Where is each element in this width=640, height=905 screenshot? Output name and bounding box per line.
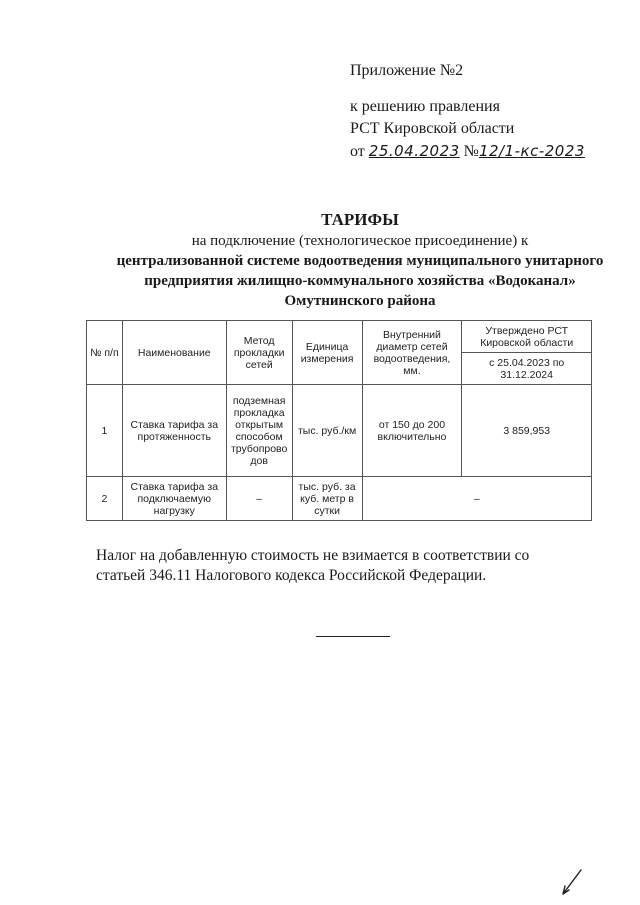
decision-date: 25.04.2023 xyxy=(368,142,460,160)
tariff-table xyxy=(86,320,592,521)
appendix-title: Приложение №2 xyxy=(350,62,464,79)
row-diameter: от 150 до 200 включительно xyxy=(362,385,462,477)
row-unit: тыс. руб./км xyxy=(292,385,362,477)
appendix-authority-line: РСТ Кировской области xyxy=(350,120,515,137)
header-num: № п/п xyxy=(87,321,123,385)
row-method: – xyxy=(226,477,292,521)
appendix-decision-line: к решению правления xyxy=(350,98,500,115)
row-value: – xyxy=(362,477,591,521)
appendix-block xyxy=(350,60,585,163)
subtitle-line-1: на подключение (технологическое присоединение) к xyxy=(191,233,529,249)
row-value: 3 859,953 xyxy=(462,385,592,477)
decision-number: 12/1-кс-2023 xyxy=(478,142,585,160)
row-unit: тыс. руб. за куб. метр в сутки xyxy=(292,477,362,521)
subtitle-line-4: Омутнинского района xyxy=(284,293,436,309)
row-method: подземная прокладка открытым способом трубопрово дов xyxy=(226,385,292,477)
header-method: Метод прокладки сетей xyxy=(226,321,292,385)
table-row xyxy=(87,477,592,521)
document-subtitle xyxy=(80,231,640,311)
header-name: Наименование xyxy=(122,321,226,385)
row-name: Ставка тарифа за протяженность xyxy=(122,385,226,477)
appendix-date-line xyxy=(350,140,585,163)
number-prefix: № xyxy=(463,143,479,160)
document-title: ТАРИФЫ xyxy=(321,210,399,229)
header-approved: Утверждено РСТ Кировской области xyxy=(462,321,592,353)
vat-note: Налог на добавленную стоимость не взимается в соответствии со статьей 346.11 Налогового кодекса Российской Федерации. xyxy=(96,547,530,584)
subtitle-line-3: предприятия жилищно-коммунального хозяйства «Водоканал» xyxy=(144,273,576,289)
from-prefix: от xyxy=(350,143,365,160)
header-diameter: Внутренний диаметр сетей водоотведения, мм. xyxy=(362,321,462,385)
row-num: 1 xyxy=(87,385,123,477)
header-unit: Единица измерения xyxy=(292,321,362,385)
signature-mark xyxy=(555,868,585,898)
closing-rule xyxy=(316,636,390,637)
subtitle-line-2: централизованной системе водоотведения муниципального унитарного xyxy=(116,253,604,269)
row-name: Ставка тарифа за подключаемую нагрузку xyxy=(122,477,226,521)
table-row xyxy=(87,385,592,477)
header-period: с 25.04.2023 по 31.12.2024 xyxy=(462,353,592,385)
row-num: 2 xyxy=(87,477,123,521)
